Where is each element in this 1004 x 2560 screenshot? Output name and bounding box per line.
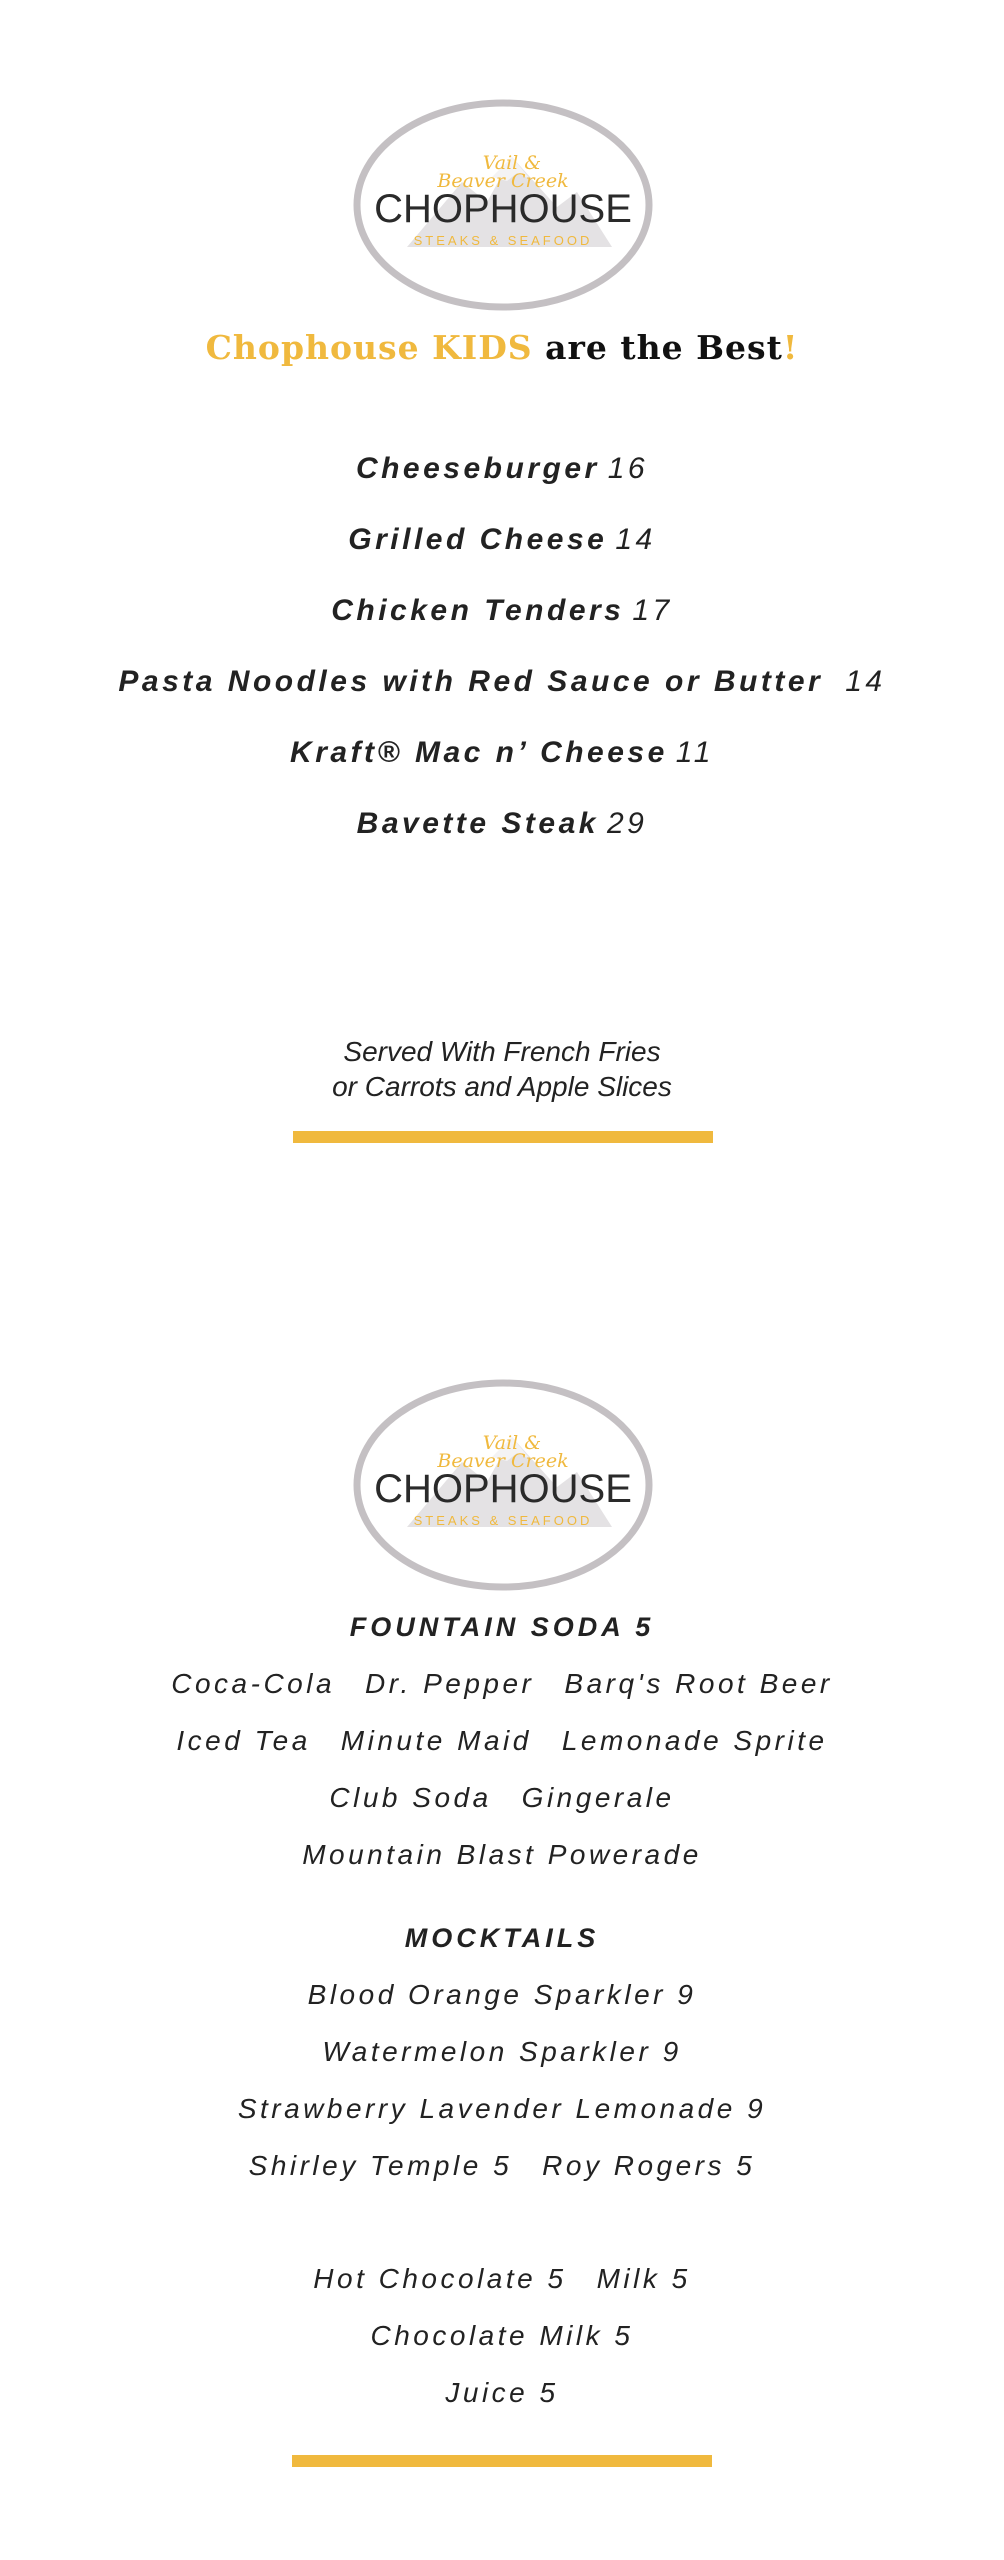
drink-item: Blood Orange Sparkler 9 — [307, 1979, 697, 2010]
drink-item: Coca-Cola — [171, 1668, 336, 1699]
svg-text:Vail &: Vail & — [482, 1432, 542, 1454]
menu-item-name: Grilled Cheese — [348, 523, 608, 556]
svg-text:Beaver Creek: Beaver Creek — [437, 1450, 569, 1472]
headline-kids: Chophouse KIDS — [205, 328, 533, 367]
svg-text:STEAKS & SEAFOOD: STEAKS & SEAFOOD — [413, 1513, 593, 1528]
drink-item: Watermelon Sparkler 9 — [322, 2036, 682, 2067]
gold-divider-2 — [292, 2455, 712, 2467]
menu-item-grilled-cheese — [0, 523, 1004, 557]
drink-item: Juice 5 — [445, 2377, 559, 2408]
gold-divider-1 — [293, 1131, 713, 1143]
menu-item-mac-n-cheese — [0, 736, 1004, 770]
menu-item-cheeseburger — [0, 452, 1004, 486]
menu-item-name: Pasta Noodles with Red Sauce or Butter — [118, 665, 824, 698]
menu-item-name: Cheeseburger — [355, 452, 600, 485]
served-note-line1: Served With French Fries — [343, 1036, 661, 1067]
menu-item-price: 29 — [606, 807, 648, 840]
drink-row — [0, 1668, 1004, 1700]
menu-item-name: Kraft® Mac n’ Cheese — [290, 736, 668, 769]
drink-row — [0, 2377, 1004, 2409]
menu-item-price: 16 — [607, 452, 649, 485]
svg-text:CHOPHOUSE: CHOPHOUSE — [374, 187, 632, 231]
menu-item-price: 14 — [615, 523, 656, 556]
drink-item: Chocolate Milk 5 — [370, 2320, 634, 2351]
drink-row — [0, 1782, 1004, 1814]
drink-row — [0, 2150, 1004, 2182]
drink-item: Mountain Blast Powerade — [302, 1839, 702, 1870]
chophouse-logo — [352, 1377, 654, 1593]
drink-item: Iced Tea — [176, 1725, 311, 1756]
headline — [0, 328, 1004, 367]
drink-item: Shirley Temple 5 — [248, 2150, 513, 2181]
drink-item: Milk 5 — [596, 2263, 691, 2294]
svg-text:Vail &: Vail & — [482, 152, 542, 174]
drink-row — [0, 1979, 1004, 2011]
mocktails-heading: MOCKTAILS — [404, 1923, 600, 1953]
served-note-line2: or Carrots and Apple Slices — [332, 1071, 672, 1102]
chophouse-logo — [352, 97, 654, 313]
menu-item-price: 17 — [632, 594, 673, 627]
svg-text:STEAKS & SEAFOOD: STEAKS & SEAFOOD — [413, 233, 593, 248]
drink-row — [0, 2320, 1004, 2352]
drink-row — [0, 2036, 1004, 2068]
headline-exclaim: ! — [782, 328, 799, 367]
drink-item: Roy Rogers 5 — [542, 2150, 756, 2181]
drink-row — [0, 1725, 1004, 1757]
menu-item-bavette-steak — [0, 807, 1004, 841]
svg-text:Beaver Creek: Beaver Creek — [437, 170, 569, 192]
menu-item-name: Bavette Steak — [356, 807, 599, 840]
drink-row — [0, 2263, 1004, 2295]
drink-row — [0, 2093, 1004, 2125]
menu-item-chicken-tenders — [0, 594, 1004, 628]
menu-item-price: 14 — [845, 665, 886, 698]
drink-item: Minute Maid — [340, 1725, 532, 1756]
menu-item-name: Chicken Tenders — [331, 594, 625, 627]
drink-item: Club Soda — [329, 1782, 492, 1813]
served-note — [0, 1034, 1004, 1104]
menu-item-price: 11 — [675, 736, 714, 769]
fountain-soda-heading: FOUNTAIN SODA 5 — [349, 1612, 655, 1642]
drink-item: Gingerale — [521, 1782, 675, 1813]
drink-item: Dr. Pepper — [365, 1668, 535, 1699]
drink-item: Strawberry Lavender Lemonade 9 — [237, 2093, 767, 2124]
drink-item: Hot Chocolate 5 — [313, 2263, 567, 2294]
svg-text:CHOPHOUSE: CHOPHOUSE — [374, 1467, 632, 1511]
headline-best: are the Best — [545, 328, 783, 367]
drink-item: Barq's Root Beer — [564, 1668, 833, 1699]
menu-item-pasta-noodles — [0, 665, 1004, 699]
drink-item: Lemonade Sprite — [561, 1725, 828, 1756]
drink-row — [0, 1839, 1004, 1871]
